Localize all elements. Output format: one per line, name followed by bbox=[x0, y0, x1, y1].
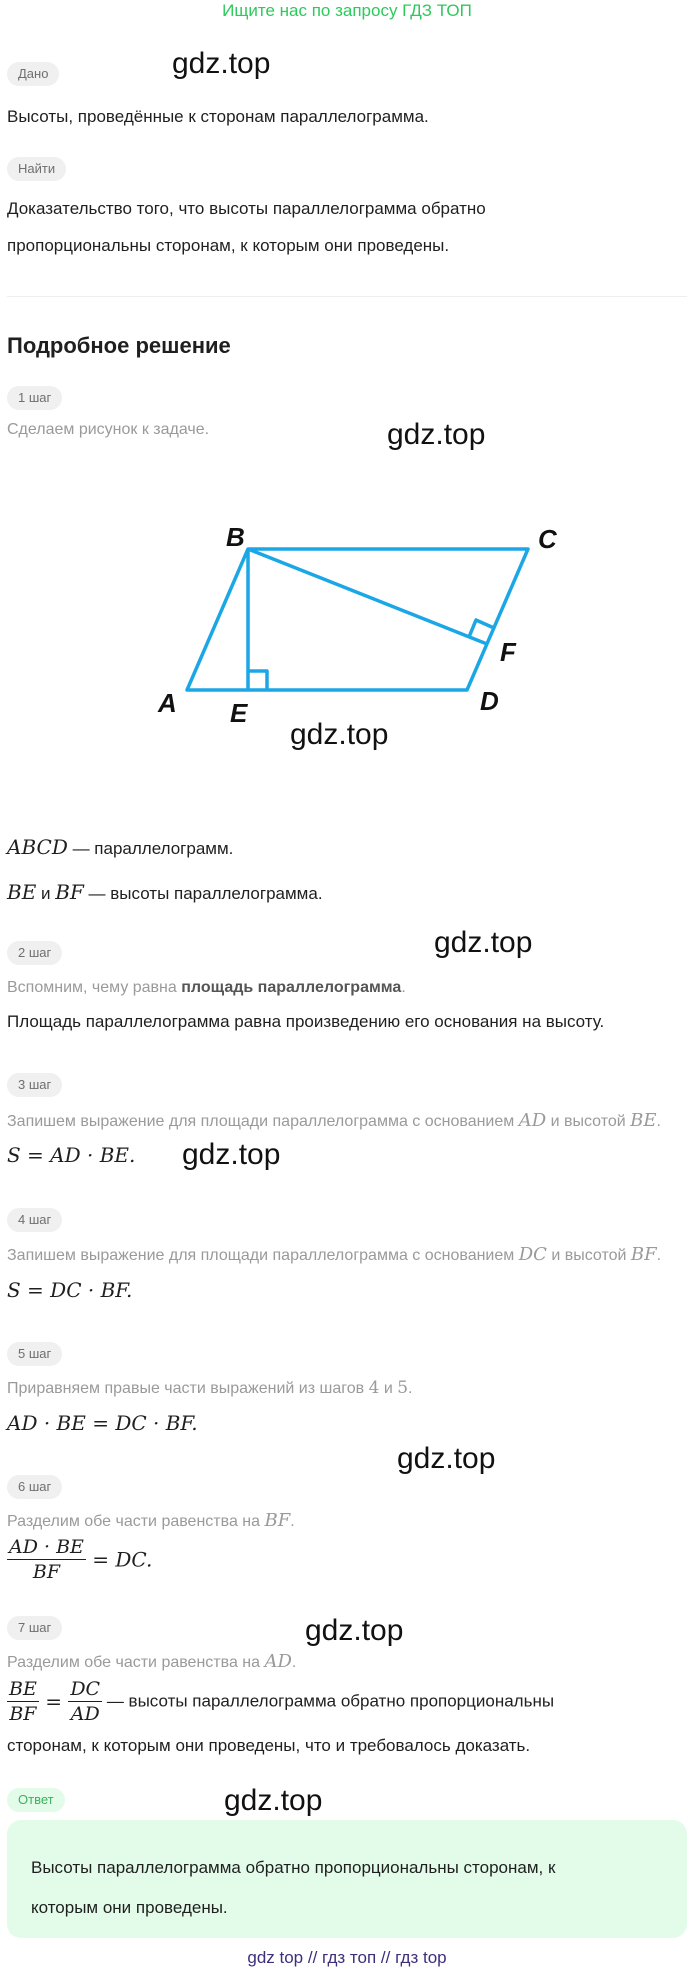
fraction-numerator: AD · BE bbox=[9, 1536, 84, 1558]
height-bf bbox=[248, 549, 487, 644]
answer-label-wrap bbox=[7, 1788, 65, 1812]
step7-label-wrap bbox=[7, 1616, 62, 1640]
step1-line2-text: — высоты параллелограмма. bbox=[83, 884, 323, 903]
step1-intro: Сделаем рисунок к задаче. bbox=[7, 421, 210, 438]
step7-formula bbox=[7, 1677, 554, 1726]
answer-label: Ответ bbox=[7, 1788, 65, 1812]
math-abcd: ABCD bbox=[7, 835, 68, 859]
step1-line1 bbox=[7, 835, 233, 859]
fraction bbox=[68, 1677, 102, 1726]
step3-intro-pre: Запишем выражение для площади параллелограмма с основанием bbox=[7, 1113, 519, 1130]
step4-intro-post: . bbox=[656, 1247, 662, 1264]
step7-intro bbox=[7, 1651, 296, 1672]
step-label: 2 шаг bbox=[7, 941, 62, 965]
step1-line1-text: — параллелограмм. bbox=[67, 839, 234, 858]
watermark: gdz.top bbox=[305, 1614, 404, 1647]
answer-line2: которым они проведены. bbox=[31, 1898, 228, 1917]
step2-intro-bold: площадь параллелограмма bbox=[181, 979, 402, 996]
step7-text2: сторонам, к которым они проведены, что и требовалось доказать. bbox=[7, 1736, 531, 1755]
given-text: Высоты, проведённые к сторонам параллелограмма. bbox=[7, 107, 429, 126]
footer-separator: // bbox=[376, 1948, 396, 1967]
step-label: 5 шаг bbox=[7, 1342, 62, 1366]
vertex-c-label: C bbox=[538, 524, 557, 554]
footer-links bbox=[0, 1948, 694, 1968]
fraction-denominator: BF bbox=[9, 1703, 37, 1725]
watermark: gdz.top bbox=[434, 926, 533, 959]
step3-label-wrap bbox=[7, 1073, 62, 1097]
step7-intro-pre: Разделим обе части равенства на bbox=[7, 1654, 265, 1671]
step2-intro bbox=[7, 979, 406, 997]
step-label: 3 шаг bbox=[7, 1073, 62, 1097]
fraction bbox=[7, 1535, 86, 1584]
vertex-d-label: D bbox=[480, 686, 499, 716]
vertex-b-label: B bbox=[226, 522, 245, 552]
step5-intro-mid: и bbox=[379, 1380, 398, 1397]
equals-sign: = bbox=[38, 1689, 69, 1714]
watermark: gdz.top bbox=[290, 718, 389, 751]
step6-intro-pre: Разделим обе части равенства на bbox=[7, 1513, 265, 1530]
vertex-a-label: A bbox=[158, 688, 177, 718]
fraction bbox=[7, 1677, 39, 1726]
step4-intro bbox=[7, 1244, 661, 1265]
footer-separator: // bbox=[303, 1948, 323, 1967]
find-text-line2: пропорциональны сторонам, к которым они проведены. bbox=[7, 236, 450, 255]
step6-rhs: = DC. bbox=[85, 1547, 153, 1572]
step4-label-wrap bbox=[7, 1208, 62, 1232]
find-label-wrap bbox=[7, 157, 66, 181]
math-bf: BF bbox=[630, 1244, 657, 1265]
math-ad: AD bbox=[264, 1651, 292, 1672]
step6-label-wrap bbox=[7, 1475, 62, 1499]
step3-intro bbox=[7, 1110, 661, 1131]
step4-intro-mid: и высотой bbox=[546, 1247, 631, 1264]
watermark: gdz.top bbox=[182, 1138, 281, 1171]
footer-link-gdz-top[interactable]: gdz top bbox=[247, 1948, 304, 1967]
step2-intro-pre: Вспомним, чему равна bbox=[7, 979, 182, 996]
math-ad: AD bbox=[518, 1110, 547, 1131]
step6-formula bbox=[7, 1535, 152, 1584]
search-banner[interactable]: Ищите нас по запросу ГДЗ ТОП bbox=[222, 1, 472, 20]
watermark: gdz.top bbox=[224, 1784, 323, 1817]
step4-intro-pre: Запишем выражение для площади параллелограмма с основанием bbox=[7, 1247, 519, 1264]
right-angle-e bbox=[248, 671, 267, 690]
point-e-label: E bbox=[230, 698, 248, 728]
step-label: 7 шаг bbox=[7, 1616, 62, 1640]
watermark: gdz.top bbox=[397, 1442, 496, 1475]
step1-line2 bbox=[7, 880, 323, 904]
step-label: 6 шаг bbox=[7, 1475, 62, 1499]
math-be: BE bbox=[7, 880, 37, 904]
step3-intro-mid: и высотой bbox=[546, 1113, 631, 1130]
step5-formula: AD · BE = DC · BF. bbox=[7, 1411, 198, 1435]
step3-formula: S = AD · BE. bbox=[7, 1143, 136, 1167]
fraction-numerator: BE bbox=[9, 1678, 37, 1700]
step5-intro-pre: Приравняем правые части выражений из шагов bbox=[7, 1380, 369, 1397]
math-dc: DC bbox=[518, 1244, 547, 1265]
fraction-denominator: BF bbox=[32, 1561, 61, 1583]
math-bf: BF bbox=[264, 1510, 291, 1531]
step5-intro-post: . bbox=[408, 1380, 413, 1397]
given-label: Дано bbox=[7, 62, 59, 86]
step-label: 1 шаг bbox=[7, 386, 62, 410]
given-label-wrap bbox=[7, 62, 59, 86]
footer-link-gdz-top-mixed[interactable]: гдз top bbox=[395, 1948, 447, 1967]
solution-title: Подробное решение bbox=[7, 333, 231, 358]
step-label: 4 шаг bbox=[7, 1208, 62, 1232]
watermark: gdz.top bbox=[172, 47, 271, 80]
step1-label-wrap bbox=[7, 386, 62, 410]
step3-intro-post: . bbox=[656, 1113, 661, 1130]
step-ref-5: 5 bbox=[397, 1378, 409, 1398]
figure-lines bbox=[187, 549, 528, 690]
step2-intro-post: . bbox=[401, 979, 406, 996]
point-f-label: F bbox=[500, 637, 516, 667]
step7-text1: — высоты параллелограмма обратно пропорциональны bbox=[102, 1691, 555, 1711]
step7-intro-post: . bbox=[291, 1654, 297, 1671]
step2-label-wrap bbox=[7, 941, 62, 965]
fraction-numerator: DC bbox=[70, 1678, 101, 1700]
step5-intro bbox=[7, 1378, 413, 1398]
math-bf: BF bbox=[55, 880, 84, 904]
answer-line1: Высоты параллелограмма обратно пропорциональны сторонам, к bbox=[31, 1858, 556, 1877]
footer-link-gdz-top-ru[interactable]: гдз топ bbox=[322, 1948, 377, 1967]
find-label: Найти bbox=[7, 157, 66, 181]
step6-intro-post: . bbox=[290, 1513, 295, 1530]
step5-label-wrap bbox=[7, 1342, 62, 1366]
answer-text bbox=[31, 1848, 671, 1928]
step6-intro bbox=[7, 1510, 295, 1531]
step2-text: Площадь параллелограмма равна произведению его основания на высоту. bbox=[7, 1012, 605, 1031]
step1-and: и bbox=[36, 884, 56, 903]
divider bbox=[7, 296, 687, 297]
watermark: gdz.top bbox=[387, 418, 486, 451]
fraction-denominator: AD bbox=[70, 1703, 100, 1725]
find-text-line1: Доказательство того, что высоты параллелограмма обратно bbox=[7, 199, 486, 218]
solution-title-wrap bbox=[7, 333, 231, 359]
math-be: BE bbox=[630, 1110, 657, 1131]
step4-formula: S = DC · BF. bbox=[7, 1278, 133, 1302]
parallelogram-figure bbox=[0, 500, 694, 740]
step-ref-4: 4 bbox=[368, 1378, 380, 1398]
